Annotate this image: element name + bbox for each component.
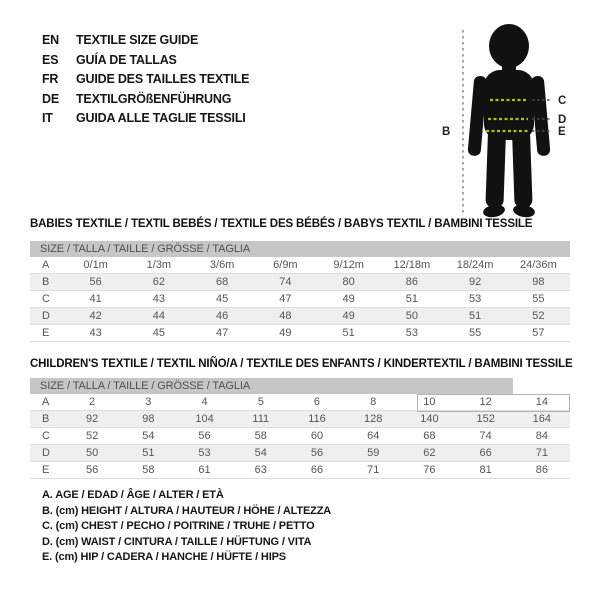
list-item [42,90,249,110]
row-label: A [42,259,50,271]
table-cell: 1/3m [146,259,172,271]
table-cell: 128 [364,413,383,425]
table-cell: 45 [152,327,165,339]
table-cell: 56 [198,430,211,442]
table-cell: 86 [535,464,548,476]
table-cell: 47 [216,327,229,339]
row-label: C [42,430,50,442]
table-cell: 24/36m [520,259,557,271]
table-cell: 2 [89,396,96,408]
table-cell: 64 [367,430,380,442]
legend-waist: D. (cm) WAIST / CINTURA / TAILLE / HÜFTUNG / VITA [42,535,312,548]
table-cell: 76 [423,464,436,476]
table-cell: 60 [310,430,324,442]
table-cell: 56 [85,464,99,476]
row-label: B [42,276,50,288]
row-label: C [42,293,50,305]
table-cell: 98 [142,413,155,425]
language-code: DE [42,91,59,106]
table-cell: 86 [405,276,418,288]
row-label: D [42,447,50,459]
table-cell: 53 [405,327,418,339]
language-code: IT [42,111,53,125]
waist-label: D [558,114,567,126]
table-cell: 54 [254,447,267,459]
table-cell: 52 [532,310,545,322]
measurement-figure [430,12,600,230]
table-cell: 4 [201,396,208,408]
table-row [30,308,570,325]
table-cell: 12 [479,396,492,408]
table-cell: 44 [152,310,165,322]
table-cell: 42 [89,310,102,322]
table-cell: 53 [469,293,482,305]
table-cell: 9/12m [333,259,364,271]
babies-section-title: BABIES TEXTILE / TEXTIL BEBÉS / TEXTILE DES BÉBÉS / BABYS TEXTIL / BAMBINI TESSILE [30,218,533,230]
table-cell: 111 [252,413,270,425]
legend-age: A. AGE / EDAD / ÂGE / ALTER / ETÀ [42,489,224,501]
table-cell: 46 [216,310,229,322]
table-cell: 3 [145,396,152,408]
language-code: EN [42,33,59,47]
table-cell: 49 [342,310,355,322]
table-cell: 98 [532,276,545,288]
table-cell: 116 [308,413,326,425]
row-label: A [42,396,50,408]
row-label: E [42,464,50,476]
table-cell: 51 [469,310,482,322]
table-cell: 51 [342,327,355,339]
table-row [30,274,570,291]
silhouette-shape [467,24,550,219]
table-cell: 66 [479,447,492,459]
table-cell: 49 [342,293,355,305]
language-title: TEXTILGRÖßENFÜHRUNG [76,91,232,106]
table-row [30,394,570,411]
table-row [30,291,570,308]
table-cell: 12/18m [393,259,431,271]
table-cell: 48 [279,310,292,322]
table-cell: 49 [279,327,292,339]
table-cell: 10 [423,396,436,408]
language-title: GUIDE DES TAILLES TEXTILE [76,72,250,86]
table-cell: 74 [279,276,292,288]
table-cell: 55 [469,327,482,339]
table-cell: 71 [535,447,548,459]
table-cell: 8 [370,396,377,408]
table-cell: 104 [195,413,214,425]
table-cell: 58 [142,464,155,476]
list-item [42,31,249,51]
table-cell: 140 [420,413,439,425]
table-row [30,257,570,274]
legend-chest: C. (cm) CHEST / PECHO / POITRINE / TRUHE / PETTO [42,520,315,533]
list-item [42,109,249,129]
legend-height: B. (cm) HEIGHT / ALTURA / HAUTEUR / HÖHE / ALTEZZA [42,504,332,517]
table-cell: 164 [532,413,552,425]
table-cell: 43 [152,293,165,305]
table-cell: 152 [476,413,495,425]
table-cell: 68 [216,276,229,288]
table-cell: 50 [405,310,418,322]
language-title: GUÍA DE TALLAS [76,52,177,67]
language-code: FR [42,72,59,86]
table-cell: 71 [367,464,380,476]
language-code: ES [42,52,59,67]
language-title: GUIDA ALLE TAGLIE TESSILI [76,111,246,125]
table-cell: 55 [532,293,545,305]
table-cell: 52 [85,430,99,442]
table-cell: 3/6m [209,259,235,271]
table-cell: 57 [532,327,545,339]
list-item [42,51,249,71]
row-label: D [42,310,50,322]
children-section-title: CHILDREN'S TEXTILE / TEXTIL NIÑO/A / TEXTILE DES ENFANTS / KINDERTEXTIL / BAMBINI TESSILE [30,358,573,370]
measurement-legend [42,488,331,566]
table-cell: 59 [367,447,380,459]
children-table-rows [30,394,570,479]
language-title: TEXTILE SIZE GUIDE [76,33,199,47]
legend-hip: E. (cm) HIP / CADERA / HANCHE / HÜFTE / HIPS [42,551,286,564]
table-cell: 63 [254,464,267,476]
table-cell: 6/9m [273,259,298,271]
table-cell: 66 [310,464,324,476]
chest-label: C [558,95,567,107]
table-cell: 18/24m [456,259,494,271]
table-cell: 41 [89,293,102,305]
table-cell: 84 [535,430,548,442]
table-cell: 56 [89,276,102,288]
table-row [30,462,570,479]
table-cell: 51 [142,447,155,459]
table-cell: 51 [405,293,418,305]
table-cell: 81 [479,464,492,476]
table-cell: 54 [142,430,155,442]
babies-table [30,241,570,342]
table-cell: 74 [479,430,492,442]
table-row [30,428,570,445]
table-cell: 68 [423,430,436,442]
table-cell: 5 [257,396,264,408]
table-cell: 43 [89,327,102,339]
table-cell: 62 [152,276,165,288]
table-cell: 80 [342,276,355,288]
table-row [30,325,570,342]
table-cell: 6 [313,396,321,408]
table-cell: 62 [423,447,436,459]
babies-size-header: SIZE / TALLA / TAILLE / GRÖSSE / TAGLIA [30,241,570,257]
language-list [42,31,249,129]
table-cell: 50 [85,447,99,459]
table-cell: 45 [216,293,229,305]
table-cell: 0/1m [83,259,108,271]
row-label: E [42,327,50,339]
table-cell: 61 [198,464,211,476]
table-cell: 53 [198,447,211,459]
table-cell: 92 [469,276,482,288]
table-cell: 92 [85,413,99,425]
table-cell: 47 [279,293,292,305]
hip-label: E [558,126,566,138]
child-silhouette-icon [430,12,600,230]
row-label: B [42,413,50,425]
children-size-header: SIZE / TALLA / TAILLE / GRÖSSE / TAGLIA [30,378,570,394]
table-cell: 14 [535,396,548,408]
list-item [42,70,249,90]
children-table [30,378,570,479]
table-row [30,411,570,428]
height-label: B [442,126,451,138]
table-cell: 58 [254,430,267,442]
babies-table-rows [30,257,570,342]
table-cell: 56 [310,447,324,459]
table-row [30,445,570,462]
